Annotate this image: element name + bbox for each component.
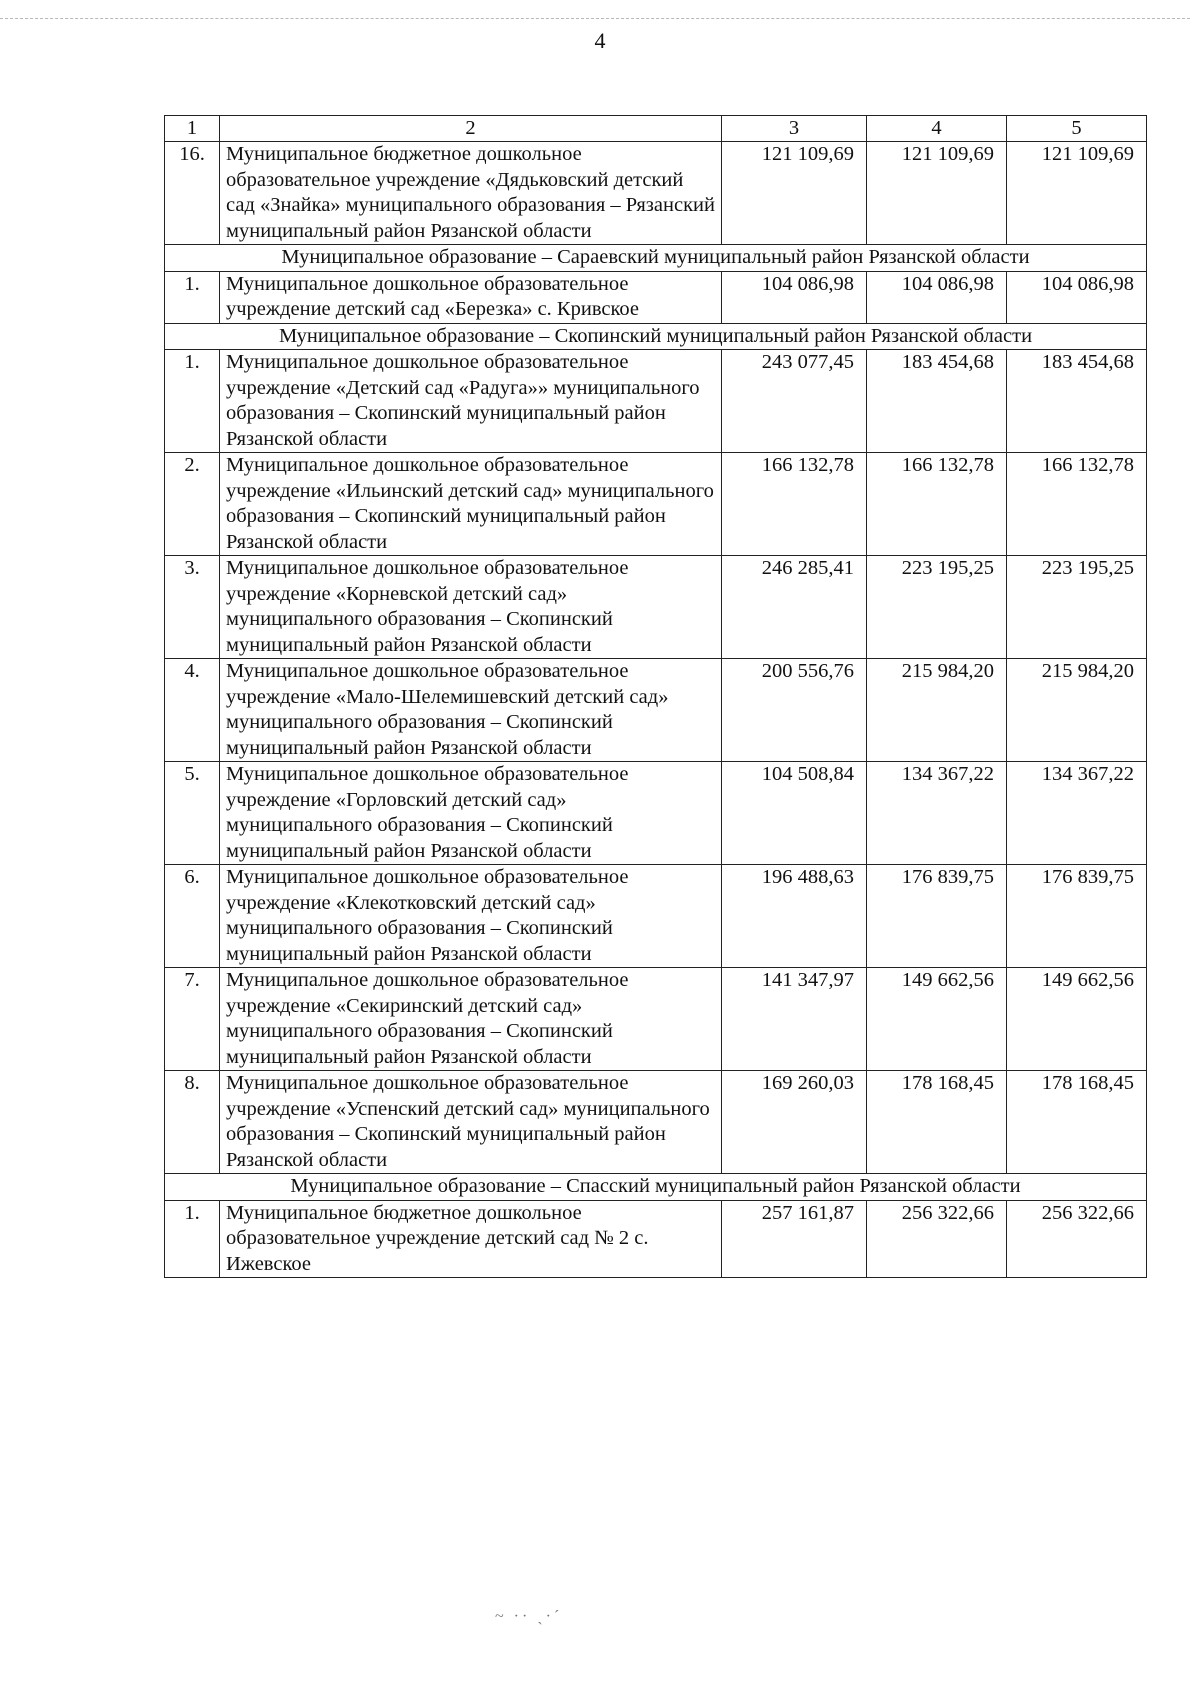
- amount-column-5: 166 132,78: [1007, 453, 1147, 556]
- amount-column-4: 149 662,56: [867, 968, 1007, 1071]
- amount-column-5: 149 662,56: [1007, 968, 1147, 1071]
- amount-column-3: 141 347,97: [722, 968, 867, 1071]
- row-number: 1.: [165, 350, 220, 453]
- column-header: 3: [722, 116, 867, 142]
- page-number: 4: [594, 28, 606, 53]
- amount-column-5: 256 322,66: [1007, 1200, 1147, 1278]
- institution-name: Муниципальное дошкольное образовательное учреждение «Ильинский детский сад» муниципального образования – Скопинский муниципальный район Рязанской области: [220, 453, 722, 556]
- section-title: Муниципальное образование – Спасский муниципальный район Рязанской области: [165, 1174, 1147, 1201]
- table-row: [165, 453, 1147, 556]
- institution-name: Муниципальное дошкольное образовательное учреждение «Горловский детский сад» муниципального образования – Скопинский муниципальный район Рязанской области: [220, 762, 722, 865]
- amount-column-3: 104 086,98: [722, 271, 867, 323]
- amount-column-4: 215 984,20: [867, 659, 1007, 762]
- institution-name: Муниципальное дошкольное образовательное учреждение «Корневской детский сад» муниципального образования – Скопинский муниципальный район Рязанской области: [220, 556, 722, 659]
- amount-column-4: 176 839,75: [867, 865, 1007, 968]
- scan-artifact-mark: ~ ·· ˎ·ˊ: [495, 1608, 563, 1625]
- amount-column-3: 169 260,03: [722, 1071, 867, 1174]
- table-row: [165, 556, 1147, 659]
- institution-name: Муниципальное бюджетное дошкольное образовательное учреждение «Дядьковский детский сад «Знайка» муниципального образования – Рязанский муниципальный район Рязанской области: [220, 142, 722, 245]
- column-header: 1: [165, 116, 220, 142]
- row-number: 5.: [165, 762, 220, 865]
- amount-column-3: 246 285,41: [722, 556, 867, 659]
- amount-column-5: 183 454,68: [1007, 350, 1147, 453]
- table-header-row: [165, 116, 1147, 142]
- row-number: 1.: [165, 1200, 220, 1278]
- amount-column-4: 104 086,98: [867, 271, 1007, 323]
- section-row: [165, 323, 1147, 350]
- row-number: 1.: [165, 271, 220, 323]
- table-row: [165, 1071, 1147, 1174]
- amount-column-3: 121 109,69: [722, 142, 867, 245]
- amount-column-3: 243 077,45: [722, 350, 867, 453]
- amount-column-4: 121 109,69: [867, 142, 1007, 245]
- section-title: Муниципальное образование – Сараевский муниципальный район Рязанской области: [165, 245, 1147, 272]
- row-number: 6.: [165, 865, 220, 968]
- table-row: [165, 659, 1147, 762]
- amount-column-4: 178 168,45: [867, 1071, 1007, 1174]
- amount-column-5: 121 109,69: [1007, 142, 1147, 245]
- column-header: 4: [867, 116, 1007, 142]
- amount-column-5: 178 168,45: [1007, 1071, 1147, 1174]
- amount-column-3: 104 508,84: [722, 762, 867, 865]
- amount-column-3: 166 132,78: [722, 453, 867, 556]
- amount-column-5: 134 367,22: [1007, 762, 1147, 865]
- scan-top-edge: [0, 18, 1190, 19]
- institution-name: Муниципальное дошкольное образовательное учреждение «Клекотковский детский сад» муниципального образования – Скопинский муниципальный район Рязанской области: [220, 865, 722, 968]
- institution-name: Муниципальное дошкольное образовательное учреждение «Секиринский детский сад» муниципального образования – Скопинский муниципальный район Рязанской области: [220, 968, 722, 1071]
- amount-column-4: 134 367,22: [867, 762, 1007, 865]
- institution-name: Муниципальное дошкольное образовательное учреждение детский сад «Березка» с. Кривское: [220, 271, 722, 323]
- amount-column-3: 257 161,87: [722, 1200, 867, 1278]
- row-number: 8.: [165, 1071, 220, 1174]
- row-number: 16.: [165, 142, 220, 245]
- allocation-table: [164, 115, 1147, 1278]
- table-row: [165, 350, 1147, 453]
- section-title: Муниципальное образование – Скопинский муниципальный район Рязанской области: [165, 323, 1147, 350]
- table-row: [165, 142, 1147, 245]
- institution-name: Муниципальное дошкольное образовательное учреждение «Мало-Шелемишевский детский сад» муниципального образования – Скопинский муниципальный район Рязанской области: [220, 659, 722, 762]
- table-row: [165, 865, 1147, 968]
- table-row: [165, 1200, 1147, 1278]
- column-header: 5: [1007, 116, 1147, 142]
- amount-column-5: 215 984,20: [1007, 659, 1147, 762]
- section-row: [165, 1174, 1147, 1201]
- amount-column-3: 200 556,76: [722, 659, 867, 762]
- amount-column-5: 176 839,75: [1007, 865, 1147, 968]
- section-row: [165, 245, 1147, 272]
- table-row: [165, 271, 1147, 323]
- row-number: 3.: [165, 556, 220, 659]
- institution-name: Муниципальное бюджетное дошкольное образовательное учреждение детский сад № 2 с. Ижевское: [220, 1200, 722, 1278]
- amount-column-4: 256 322,66: [867, 1200, 1007, 1278]
- institution-name: Муниципальное дошкольное образовательное учреждение «Успенский детский сад» муниципального образования – Скопинский муниципальный район Рязанской области: [220, 1071, 722, 1174]
- institution-name: Муниципальное дошкольное образовательное учреждение «Детский сад «Радуга»» муниципального образования – Скопинский муниципальный район Рязанской области: [220, 350, 722, 453]
- amount-column-5: 223 195,25: [1007, 556, 1147, 659]
- amount-column-3: 196 488,63: [722, 865, 867, 968]
- table-row: [165, 762, 1147, 865]
- table-row: [165, 968, 1147, 1071]
- column-header: 2: [220, 116, 722, 142]
- row-number: 7.: [165, 968, 220, 1071]
- amount-column-5: 104 086,98: [1007, 271, 1147, 323]
- amount-column-4: 223 195,25: [867, 556, 1007, 659]
- amount-column-4: 166 132,78: [867, 453, 1007, 556]
- amount-column-4: 183 454,68: [867, 350, 1007, 453]
- row-number: 4.: [165, 659, 220, 762]
- row-number: 2.: [165, 453, 220, 556]
